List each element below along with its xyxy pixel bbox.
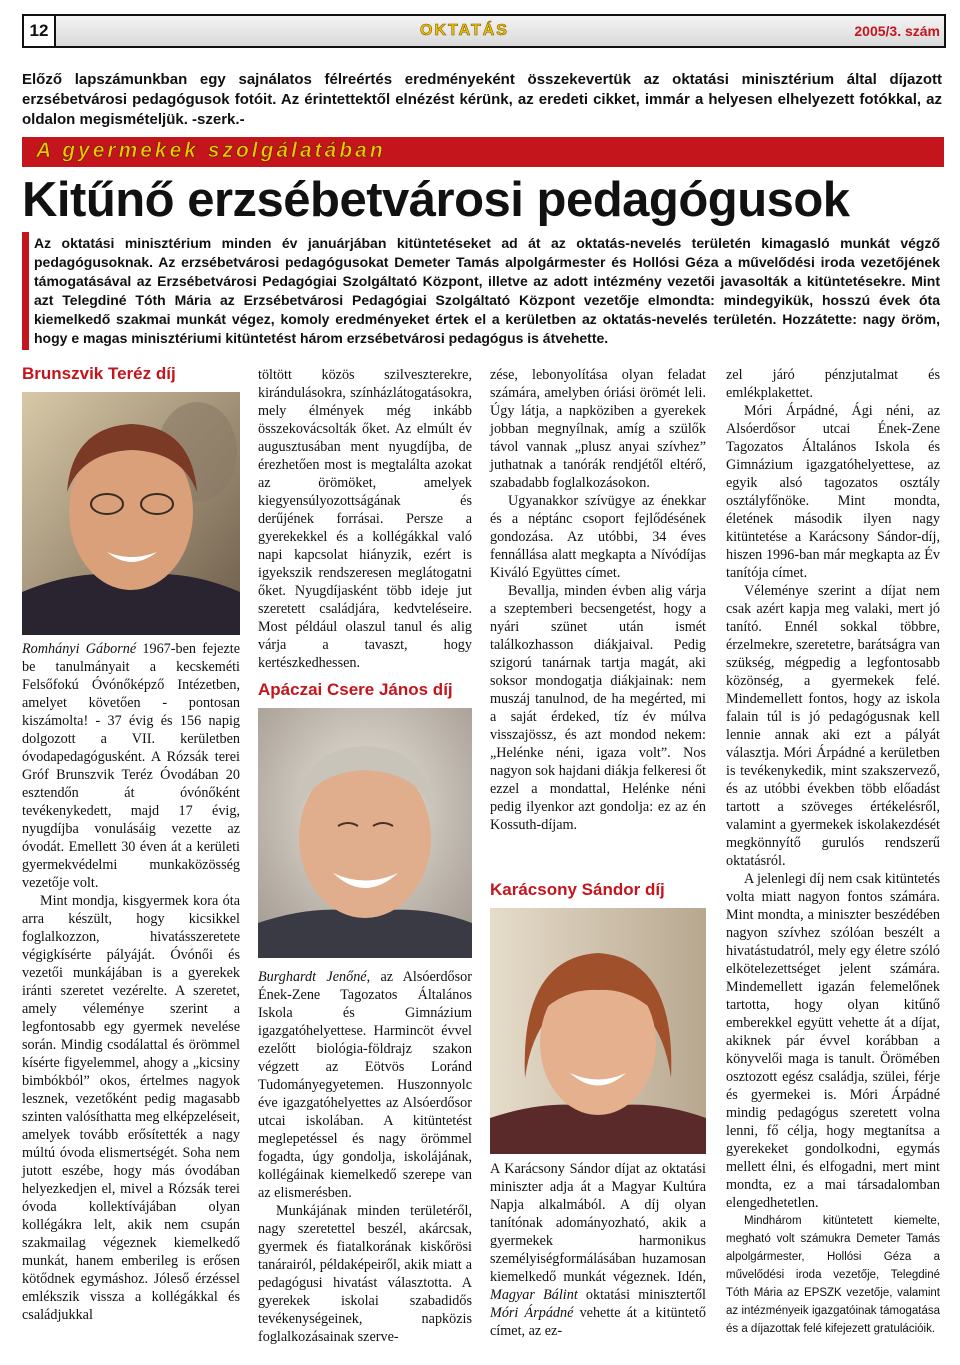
lead-accent-bar	[22, 232, 29, 350]
person-name-magyar: Magyar Bálint	[490, 1287, 578, 1303]
column-2-text-top	[258, 366, 472, 672]
person-name-burghardt: Burghardt Jenőné	[258, 969, 367, 985]
paragraph: A jelenlegi díj nem csak kitüntetés volta miatt nagyon fontos számára. Mint mondta, a miniszter beszédében nagyon szívhez szólóan beszélt a hivatástudatról, mely egy életre szóló elkötelezettséget jelent számára. Mindemellett igazán felemelőnek tartotta, hogy olyan kitűnő emberekkel együtt vehette át a díjat, akiknek pár évvel korábban a könyvelői maga is tanult. Örömében osztozott egész családja, szülei, férje és gyermekei is. Móri Árpádné mindig pedagógus szeretett volna lenni, fő célja, hogy megtanítsa a gyerekeket gondolkodni, egymás mellett élni, és elfogadni, mert mint mondta, ez a mai társadalomban elengedhetetlen.	[726, 871, 940, 1211]
kicker-bar	[22, 137, 944, 167]
portrait-photo-burghardt	[258, 708, 472, 958]
column-2-text-bottom	[258, 968, 472, 1346]
paragraph: , az Alsóerdősor Ének-Zene Tagozatos Általános Iskola és Gimnázium igazgatóhelyettese. Harmincöt évvel ezelőtt biológia-földrajz szakon végzett az Eötvös Loránd Tudományegyetemen. Huszonnyolc éve igazgatóhelyettes az Alsóerdősor utcai iskolában. A kitüntetést meglepetéssel és nagy örömmel fogadta, úgy gondolja, iskolájának, kollégáinak kiemelkedő szerepe van az elismerésben.	[258, 969, 472, 1201]
kicker: A gyermekek szolgálatában	[36, 139, 386, 162]
paragraph: Bevallja, minden évben alig várja a szeptemberi becsengetést, hogy a nyári szünet után ismét találkozhasson diákjaival. Pedig szigorú tanárnak tartja magát, aki soksor mondogatja diákjainak: nem muszáj tanulnod, de ha megérted, mi a saját érdeked, tíz év múlva visszajössz, és azt mondod nekem: „Helénke néni, igaza volt”. Nos nagyon sok hajdani diákja felkeresi őt ezzel a mondattal, Helénke néni pedig ilyenkor azt gondolja: ez az én Kossuth-díjam.	[490, 583, 706, 833]
award-title-karacsony: Karácsony Sándor díj	[490, 880, 665, 899]
issue-number: 2005/3. szám	[854, 23, 940, 39]
portrait-image	[490, 908, 706, 1154]
lead-paragraph: Az oktatási minisztérium minden év januárjában kitüntetéseket ad át az oktatás-nevelés területén kimagasló munkát végző pedagógusoknak. Az erzsébetvárosi pedagógusokat Demeter Tamás alpolgármester és Hollósi Géza a művelődési iroda vezetőjének támogatásával az Erzsébetvárosi Pedagógiai Szolgáltató Központ, illetve az adott intézmény vezetői javasolták a kitüntetésekre. Mint azt Telegdiné Tóth Mária az Erzsébetvárosi Pedagógiai Szolgáltató Központ vezetője elmondta: mindegyikük, hosszú évek óta kiemelkedő szakmai munkát végez, komoly eredményeket értek el a kerületben az oktatás-nevelés területén. Hozzátette: nagy öröm, hogy e magas minisztériumi kitüntetést három erzsébetvárosi pedagógus is átvehette.	[34, 235, 940, 346]
column-4-text	[726, 366, 940, 1338]
portrait-image	[258, 708, 472, 958]
paragraph: 1967-ben fejezte be tanulmányait a kecskeméti Felsőfokú Óvónőképző Intézetben, amelyet követően - pontosan kiszámolta! - 37 évig és 156 napig dolgozott a VII. kerületben óvodapedagógusként. A Rózsák terei Gróf Brunszvik Teréz Óvodában 20 esztendőn át óvónőként tevékenykedett, majd 17 évig, nyugdíjba vonulásáig vezette az óvodát. Emellett 30 éven át a kerületi gyermekvédelmi munkaközösség vezetője volt.	[22, 641, 240, 891]
paragraph: Móri Árpádné, Ági néni, az Alsóerdősor utcai Ének-Zene Tagozatos Általános Iskola és Gimnázium igazgatóhelyettese, az egyik alsó tagozatos osztály osztályfőnöke. Mint mondta, életének második ilyen nagy kitüntetése a Karácsony Sándor-díj, hiszen 1996-ban már megkapta az Év tanítója címet.	[726, 403, 940, 581]
paragraph: Munkájának minden területéről, nagy szeretettel beszél, akárcsak, gyermek és fiatalkorának kiskőrösi tanárairól, példaképeiről, akik miatt a pedagógusi hivatást választotta. A gyerekek iskolai szabadidős tevékenységeinek, napközis foglalkozásainak szerve-	[258, 1203, 472, 1345]
paragraph: zése, lebonyolítása olyan feladat számára, amelyben óriási örömét leli. Úgy látja, a napköziben a gyerekek jobban megnyílnak, amíg a szülők távol vannak „plusz anyai szívhez” juthatnak a tanórák rendjétől eltérő, szabadabb foglalkozásokon.	[490, 367, 706, 491]
portrait-photo-mori	[490, 908, 706, 1154]
paragraph: Ugyanakkor szívügye az énekkar és a néptánc csoport fejlődésének gondozása. Az utóbbi, 34 éves fennállása alatt megkapta a Nívódíjas Kiváló Együttes címet.	[490, 493, 706, 581]
section-title: OKTATÁS	[420, 22, 509, 39]
person-name-romhanyi: Romhányi Gáborné	[22, 641, 137, 657]
portrait-photo-romhanyi	[22, 392, 240, 635]
page-number: 12	[22, 14, 56, 48]
award-title-apaczai: Apáczai Csere János díj	[258, 680, 453, 699]
headline: Kitűnő erzsébetvárosi pedagógusok	[22, 173, 850, 227]
paragraph: Mint mondja, kisgyermek kora óta arra készült, hogy kicsikkel foglalkozzon, hivatásszeretete végigkísérte pályáját. Óvónői és vezetői munkájában is a gyerekek iránti szeretet vezérelte. A szeretet, amely véleménye szerint a legfontosabb egy gyermek nevelése során. Mindig csodálattal és örömmel kísérte figyelemmel, ahogy a „kicsiny bimbókból” okos, értelmes nagyok lesznek, vezetőként pedig magasabb szinten valósíthatta meg elképzeléseit, amelyek tovább erősítették a nagy múltú óvoda elismertségét. Soha nem jutott eszébe, hogy más óvodában helyezkedjen el, mivel a Rózsák terei óvoda kollektívájában olyan kollégákra lelt, akik nem csupán szakmailag végeznek kiemelkedő munkát, hanem emberileg is erősen kötődnek egymáshoz. Jóleső érzéssel emlékszik vissza a kollégákkal és családjukkal	[22, 893, 240, 1323]
column-3-text-bottom	[490, 1160, 706, 1340]
paragraph: Véleménye szerint a díjat nem csak azért kapja meg valaki, mert jó tanító. Ennél sokkal többre, érzelmekre, szeretetre, barátságra van szükség, mégpedig a legfontosabb közönség, a gyermekek felé. Mindemellett fontos, hogy az iskola falain túl is jó pedagógusnak kell lennie annak aki ezt a pályát választja. Móri Árpádné a kerületben is tevékenykedik, mint szakszervező, és az utóbbi években több előadást tartott a szöveges értékelésről, valamint a gyermekek iskolakezdését megkönnyítő gurulós rendszerű oktatásról.	[726, 583, 940, 869]
closing-note: Mindhárom kitüntetett kiemelte, megható volt számukra Demeter Tamás alpolgármester, Hollósi Géza a művelődési iroda vezetője, Telegdiné Tóth Mária az EPSZK vezetője, valamint az intézményeik igazgatóinak támogatása és a díjazottak felé kifejezett gratulációik.	[726, 1215, 940, 1335]
paragraph-part: vehette át a kitüntető címet, az ez-	[490, 1305, 706, 1339]
paragraph-part: A Karácsony Sándor díjat az oktatási miniszter adja át a Magyar Kultúra Napja alkalmából. A díj olyan tanítónak adományozható, akik a gyermekek harmonikus személyiségformálásában huzamosan kiemelkedő munkát végeznek. Idén,	[490, 1161, 706, 1285]
editorial-note: Előző lapszámunkban egy sajnálatos félreértés eredményeként összekevertük az oktatási minisztérium által díjazott erzsébetvárosi pedagógusok fotóit. Az érintettektől elnézést kérünk, az eredeti cikket, immár a helyesen elhelyezett fotókkal, az oldalon megismételjük. -szerk.-	[22, 71, 942, 128]
paragraph-part: oktatási minisztertől	[577, 1287, 706, 1303]
person-name-mori: Móri Árpádné	[490, 1305, 574, 1321]
paragraph: zel járó pénzjutalmat és emlékplakettet.	[726, 367, 940, 401]
column-3-text-top	[490, 366, 706, 834]
paragraph: töltött közös szilveszterekre, kirándulásokra, színházlátogatásokra, mely élmények még inkább összekovácsolták őket. Az elmúlt év augusztusában ment nyugdíjba, de érezhetően most is megtalálta azokat az örömöket, amelyek kiegyensúlyozottságának és derűjének forrásai. Persze a gyerekekkel és a kollégákkal való napi kapcsolat hiányzik, ezért is igyekszik rendszeresen meglátogatni őket. Nyugdíjasként több ideje jut szeretett családjára, kedvteléseire. Most például olaszul tanul és alig várja a tavaszt, hogy kertészkedhessen.	[258, 367, 472, 671]
portrait-image	[22, 392, 240, 635]
column-1-text	[22, 640, 240, 1324]
award-title-brunszvik: Brunszvik Teréz díj	[22, 364, 176, 383]
